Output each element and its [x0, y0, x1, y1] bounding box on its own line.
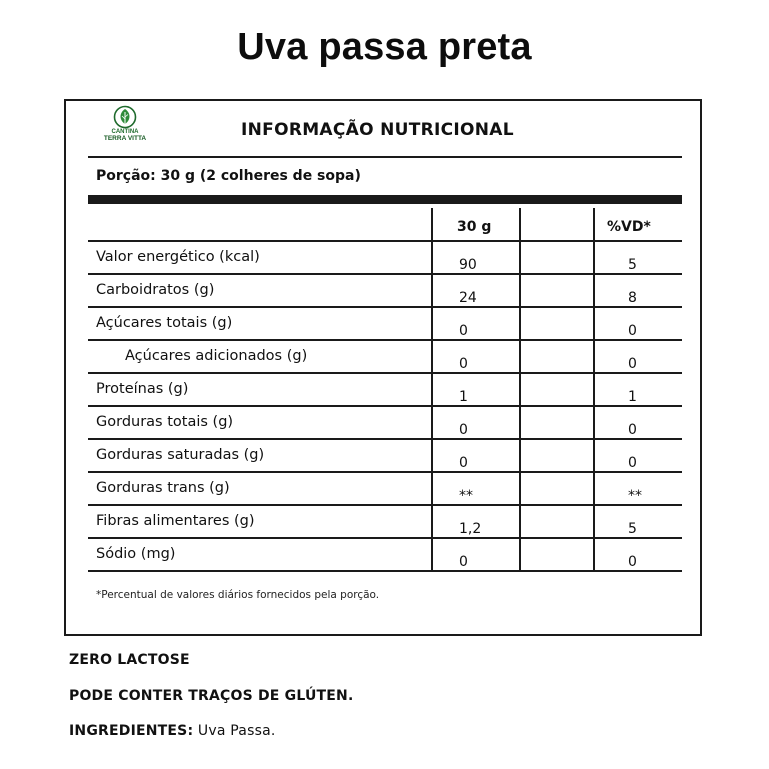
nutrition-facts-panel [64, 99, 702, 636]
header-vd-cell [595, 208, 682, 240]
nutrient-amount: ** [459, 488, 473, 504]
header-blank-cell [521, 208, 595, 240]
gluten-warning: PODE CONTER TRAÇOS DE GLÚTEN. [69, 688, 354, 704]
table-row [88, 407, 682, 440]
nutrient-name: Gorduras saturadas (g) [96, 447, 265, 463]
brand-logo [101, 105, 149, 149]
table-row [88, 275, 682, 308]
nutrient-amount: 90 [459, 257, 477, 273]
table-row [88, 440, 682, 473]
nutrient-vd: ** [628, 488, 642, 504]
nutrient-vd: 8 [628, 290, 637, 306]
ingredients-value: Uva Passa. [193, 723, 276, 739]
zero-lactose-note: ZERO LACTOSE [69, 652, 190, 668]
nutrient-vd: 0 [628, 323, 637, 339]
portion-size: Porção: 30 g (2 colheres de sopa) [96, 168, 361, 184]
logo-text-top: CANTINA [111, 129, 139, 135]
ingredients-line [69, 723, 276, 739]
table-row [88, 341, 682, 374]
table-row [88, 374, 682, 407]
header-amount: 30 g [457, 219, 492, 235]
table-row [88, 506, 682, 539]
nutrient-vd: 0 [628, 356, 637, 372]
nutrient-name: Sódio (mg) [96, 546, 176, 562]
nutrient-name: Gorduras totais (g) [96, 414, 234, 430]
nutrient-amount: 0 [459, 356, 468, 372]
ingredients-label: INGREDIENTES: [69, 723, 194, 739]
nutrient-name: Gorduras trans (g) [96, 480, 230, 496]
nutrient-vd: 1 [628, 389, 637, 405]
nutrient-amount: 0 [459, 455, 468, 471]
nutrient-name: Açúcares totais (g) [96, 315, 233, 331]
nutrient-name: Carboidratos (g) [96, 282, 215, 298]
nutrient-vd: 0 [628, 554, 637, 570]
nutrient-amount: 1,2 [459, 521, 482, 537]
nutrient-vd: 5 [628, 521, 637, 537]
vd-footnote: *Percentual de valores diários fornecidos pela porção. [96, 589, 380, 601]
leaf-icon [101, 105, 149, 129]
nutrient-amount: 24 [459, 290, 477, 306]
nutrient-name: Açúcares adicionados (g) [125, 348, 308, 364]
nutrition-heading: INFORMAÇÃO NUTRICIONAL [241, 120, 514, 140]
divider-thin [88, 156, 682, 158]
table-row [88, 473, 682, 506]
nutrient-vd: 0 [628, 455, 637, 471]
header-amount-cell [431, 208, 521, 240]
table-row [88, 539, 682, 572]
nutrient-name: Fibras alimentares (g) [96, 513, 255, 529]
divider-thick [88, 195, 682, 204]
nutrient-vd: 5 [628, 257, 637, 273]
table-row [88, 308, 682, 341]
logo-text-bottom: TERRA VITTA [103, 135, 147, 142]
nutrition-table [88, 208, 682, 572]
nutrient-name: Proteínas (g) [96, 381, 189, 397]
nutrient-amount: 0 [459, 323, 468, 339]
nutrient-amount: 0 [459, 554, 468, 570]
nutrient-amount: 1 [459, 389, 468, 405]
table-row [88, 242, 682, 275]
product-title: Uva passa preta [237, 26, 532, 68]
header-vd: %VD* [607, 219, 651, 235]
nutrient-amount: 0 [459, 422, 468, 438]
table-header-row [88, 208, 682, 242]
nutrient-vd: 0 [628, 422, 637, 438]
nutrient-name: Valor energético (kcal) [96, 249, 260, 265]
